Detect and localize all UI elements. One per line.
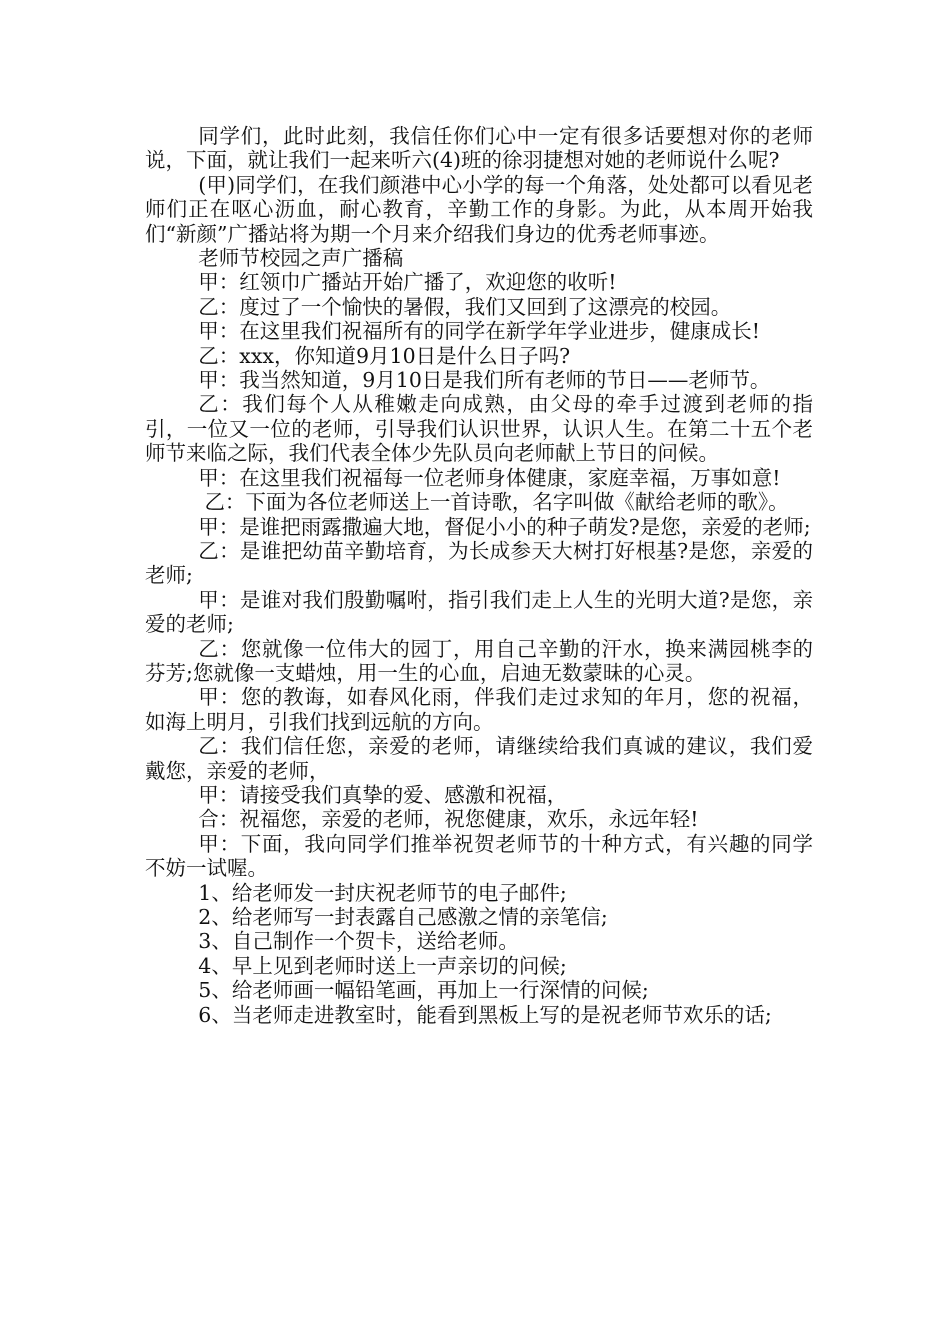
dialogue-line: 乙：xxx，你知道9月10日是什么日子吗? [198, 343, 571, 368]
dialogue-line: 甲：是谁把雨露撒遍大地，督促小小的种子萌发?是您，亲爱的老师; [198, 514, 811, 539]
dialogue-line: 乙：是谁把幼苗辛勤培育，为长成参天大树打好根基?是您，亲爱的老师; [145, 538, 813, 588]
dialogue-line: 乙：度过了一个愉快的暑假，我们又回到了这漂亮的校园。 [198, 294, 732, 319]
dialogue-line: 甲：红领巾广播站开始广播了，欢迎您的收听! [198, 270, 617, 295]
dialogue-line: 甲：在这里我们祝福每一位老师身体健康，家庭幸福，万事如意! [198, 465, 781, 490]
dialogue-line: 乙：您就像一位伟大的园丁，用自己辛勤的汗水，换来满园桃李的芬芳;您就像一支蜡烛，用一生的心血，启迪无数蒙昧的心灵。 [145, 636, 813, 685]
dialogue-line: 乙：我们每个人从稚嫩走向成熟，由父母的牵手过渡到老师的指引，一位又一位的老师，引导我们认识世界，认识人生。在第二十五个老师节来临之际，我们代表全体少先队员向老师献上节日的问候。 [145, 392, 813, 466]
dialogue-line: 乙：下面为各位老师送上一首诗歌，名字叫做《献给老师的歌》。 [204, 490, 789, 515]
dialogue-line: 甲：是谁对我们殷勤嘱咐，指引我们走上人生的光明大道?是您，亲爱的老师; [145, 587, 813, 637]
list-item: 3、自己制作一个贺卡，送给老师。 [198, 929, 519, 954]
list-item: 1、给老师发一封庆祝老师节的电子邮件; [198, 880, 567, 905]
dialogue-line: 甲：请接受我们真挚的爱、感激和祝福， [198, 782, 568, 807]
document-body [145, 124, 813, 1027]
list-item: 2、给老师写一封表露自己感激之情的亲笔信; [198, 905, 608, 929]
dialogue-line: 乙：我们信任您，亲爱的老师，请继续给我们真诚的建议，我们爱戴您，亲爱的老师， [145, 734, 813, 783]
dialogue-line: 合：祝福您，亲爱的老师，祝您健康，欢乐，永远年轻! [198, 807, 699, 832]
paragraph: (甲)同学们，在我们颜港中心小学的每一个角落，处处都可以看见老师们正在呕心沥血，耐心教育，辛勤工作的身影。为此，从本周开始我们“新颜”广播站将为期一个月来介绍我们身边的优秀老师事迹。 [145, 172, 813, 246]
dialogue-line: 甲：下面，我向同学们推举祝贺老师节的十种方式，有兴趣的同学不妨一试喔。 [145, 831, 813, 881]
dialogue-line: 甲：在这里我们祝福所有的同学在新学年学业进步，健康成长! [198, 319, 761, 344]
section-title: 老师节校园之声广播稿 [198, 246, 404, 271]
dialogue-line: 甲：您的教诲，如春风化雨，伴我们走过求知的年月，您的祝福，如海上明月，引我们找到远航的方向。 [145, 685, 813, 734]
dialogue-line: 甲：我当然知道，9月10日是我们所有老师的节日——老师节。 [198, 368, 771, 393]
list-item: 5、给老师画一幅铅笔画，再加上一行深情的问候; [198, 978, 649, 1003]
paragraph: 同学们，此时此刻，我信任你们心中一定有很多话要想对你的老师说，下面，就让我们一起来听六(4)班的徐羽捷想对她的老师说什么呢? [145, 124, 813, 173]
list-item: 6、当老师走进教室时，能看到黑板上写的是祝老师节欢乐的话; [198, 1002, 772, 1027]
list-item: 4、早上见到老师时送上一声亲切的问候; [198, 953, 567, 978]
